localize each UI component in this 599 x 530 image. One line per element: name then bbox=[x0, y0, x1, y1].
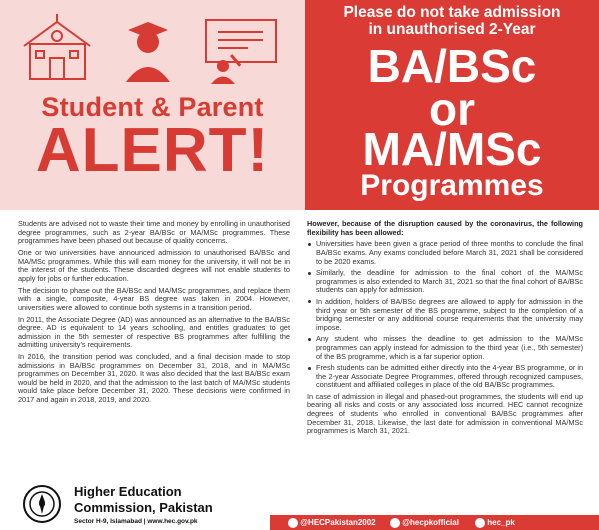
flexibility-item: Similarly, the deadline for admission to the final cohort of the MA/MSc programmes is also extended to March 31, 2021 so that the final cohort of BA/BSc students can apply for admission. bbox=[307, 269, 583, 295]
left-paragraph-5: In 2016, the transition period was concluded, and a final decision made to stop admissions in BA/BSc programmes on December 31, 2018, and in MA/MSc programmes on December 31, 2020. It was also decided that the last BA/BSc exam would be held in 2020, and that the admission to the last batch of MA/MSc students would take place before December 31, 2020. These decisions were confirmed in 2017 and again in 2018, 2019, and 2020. bbox=[18, 352, 290, 405]
org-address: Sector H-9, Islamabad | www.hec.gov.pk bbox=[74, 518, 198, 525]
instagram-icon bbox=[475, 518, 485, 528]
facebook-handle: @HECPakistan2002 bbox=[300, 518, 376, 527]
instagram-handle: hec_pk bbox=[487, 518, 515, 527]
hec-logo-icon bbox=[22, 484, 62, 524]
twitter-link[interactable] bbox=[390, 517, 459, 528]
alert-heading: ALERT! bbox=[35, 116, 270, 185]
warning-line-1: Please do not take admission bbox=[343, 4, 561, 21]
degree-ba-bsc: BA/BSc bbox=[367, 40, 537, 92]
flexibility-item: Any student who misses the deadline to get admission to the MA/MSc programmes can apply instead for admission to the third year (i.e., 5th semester) of the BS programme, which is a far superior option. bbox=[307, 335, 583, 361]
flexibility-item: Universities have been given a grace period of three months to conclude the final BA/BSc exams. Any exams concluded before March 31, 2021 shall be considered to be 2020 exams. bbox=[307, 240, 583, 266]
left-text-column bbox=[18, 220, 290, 408]
warning-text bbox=[305, 4, 599, 38]
facebook-link[interactable] bbox=[288, 517, 376, 528]
warning-line-2: in unauthorised 2-Year bbox=[368, 21, 536, 38]
degree-or: or bbox=[429, 83, 475, 135]
left-paragraph-4: In 2011, the Associate Degree (AD) was announced as an alternative to the BA/BSc degree. AD is equivalent to 14 years schooling, and entitles graduates to get admission in the 5th semester of respective BS programmes after fulfilling the admitting university's requirements. bbox=[18, 314, 290, 350]
twitter-handle: @hecpkofficial bbox=[402, 518, 459, 527]
student-parent-heading: Student & Parent bbox=[41, 92, 264, 122]
school-teacher-student-illustration bbox=[18, 14, 288, 84]
left-paragraph-3: The decision to phase out the BA/BSc and MA/MSc programmes, and replace them with a single, composite, 4-year BS degree was taken in 2004. However, universities were allowed to continue both systems in a transition period. bbox=[18, 285, 290, 312]
facebook-icon bbox=[288, 518, 298, 528]
org-name-line-2: Commission, Pakistan bbox=[74, 500, 213, 515]
right-lead-paragraph: However, because of the disruption caused by the coronavirus, the following flexibility has been allowed: bbox=[307, 219, 583, 237]
social-bar bbox=[270, 515, 599, 530]
closing-paragraph: In case of admission in illegal and phased-out programmes, the students will end up bearing all risks and costs or any associated loss incurred. HEC cannot recognize degrees of students who enrolled in conventional BA/BSc programmes after December 31, 2018. Likewise, the last date for admission in conventional MA/MSc programmes is March 31, 2021. bbox=[307, 391, 583, 436]
flexibility-item: Fresh students can be admitted either directly into the 4-year BS programme, or in the 2-year Associate Degree Programmes, offered through recognized campuses, constituent and affiliated colleges in place of the old BA/BSc programmes. bbox=[307, 364, 583, 390]
flexibility-list bbox=[307, 240, 583, 390]
degree-programmes: Programmes bbox=[360, 169, 544, 202]
twitter-icon bbox=[390, 518, 400, 528]
degree-ma-msc: MA/MSc bbox=[362, 123, 542, 175]
left-paragraph-1: Students are advised not to waste their time and money by enrolling in unauthorised degree programmes, such as 2-year BA/BSc or MA/MSc programmes. These programmes have been phased out because of quality concerns. bbox=[18, 219, 290, 246]
left-paragraph-2: One or two universities have announced admission to unauthorised BA/BSc and MA/MSc programmes. While this will earn money for the university, it will not be in the interest of the students. These discarded degrees will not enable students to apply for jobs or further education. bbox=[18, 247, 290, 283]
flexibility-item: In addition, holders of BA/BSc degrees are allowed to apply for admission in the third year or 5th semester of the BS programme, subject to the completion of a bridging semester or any additional course requirements that the university may impose. bbox=[307, 298, 583, 332]
org-name-line-1: Higher Education bbox=[74, 484, 182, 499]
instagram-link[interactable] bbox=[475, 517, 515, 528]
right-text-column bbox=[307, 220, 583, 439]
